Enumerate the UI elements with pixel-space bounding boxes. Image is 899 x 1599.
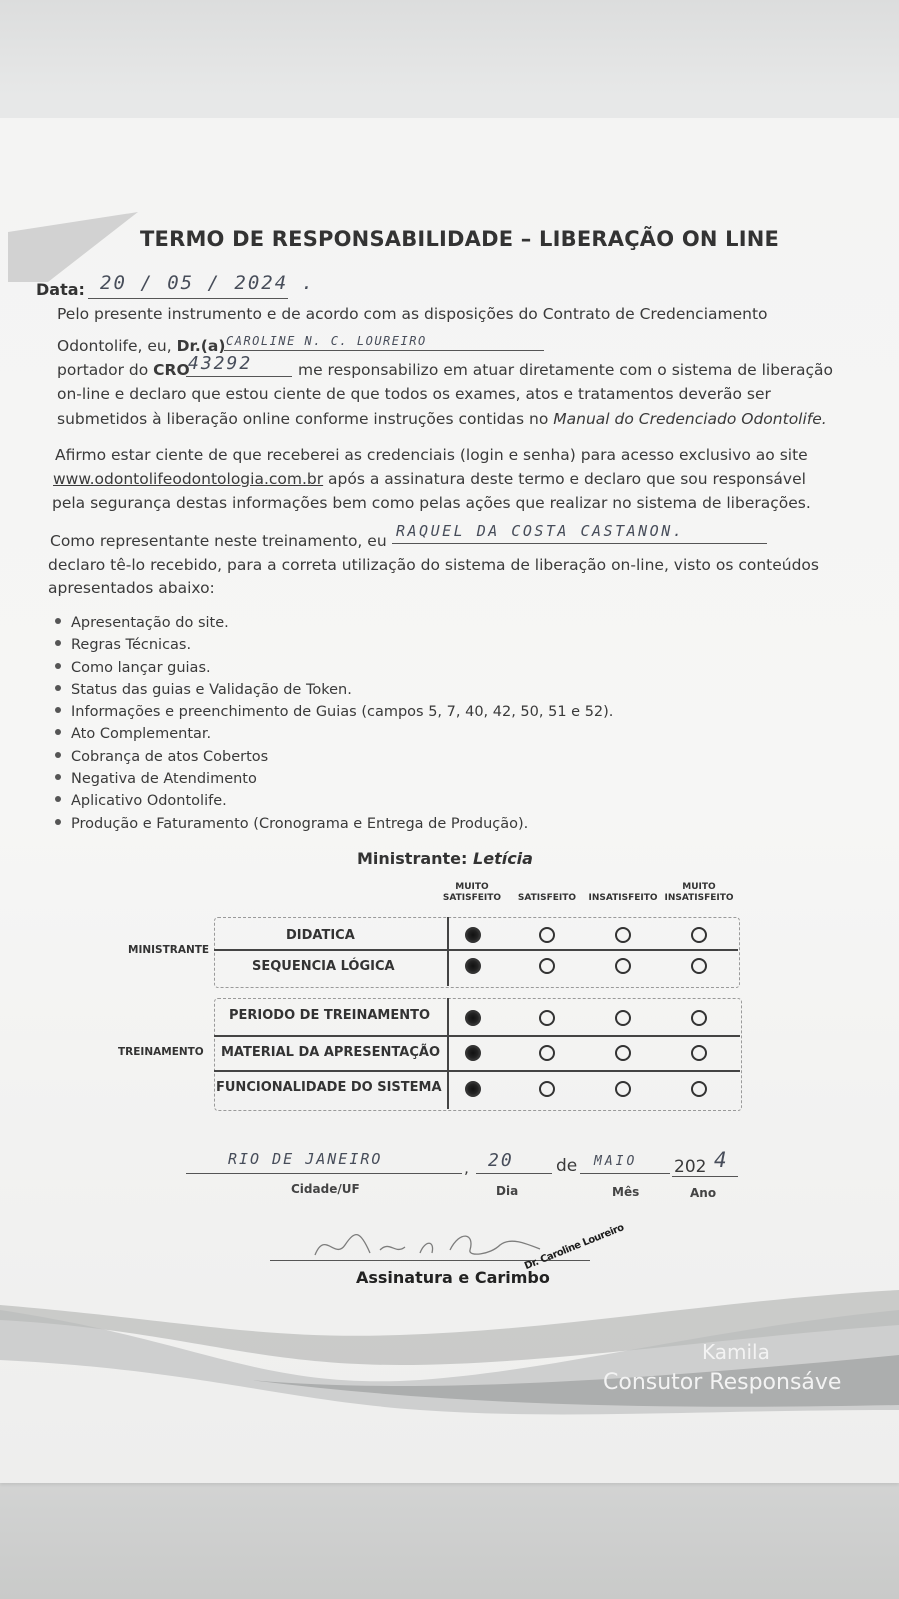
label-city: Cidade/UF <box>291 1182 360 1196</box>
para2-line1: Afirmo estar ciente de que receberei as credenciais (login e senha) para acesso exclusivo ao site <box>55 446 808 464</box>
manual-reference: Manual do Credenciado Odontolife. <box>553 410 827 428</box>
para1-line5 <box>57 407 827 431</box>
rating-radio[interactable] <box>691 1010 707 1026</box>
rating-radio[interactable] <box>465 958 481 974</box>
date-underline <box>88 298 288 299</box>
rating-radio[interactable] <box>465 927 481 943</box>
year-handwritten: 4 <box>714 1148 729 1172</box>
row-label-didatica: DIDATICA <box>286 928 355 943</box>
professional-stamp: Dr. Caroline Loureiro <box>523 1222 626 1273</box>
row-label-funcionalidade: FUNCIONALIDADE DO SISTEMA <box>216 1080 442 1095</box>
dr-name-handwritten: CAROLINE N. C. LOUREIRO <box>226 334 427 348</box>
rating-radio[interactable] <box>539 1081 555 1097</box>
para1-line3-suffix: me responsabilizo em atuar diretamente com o sistema de liberação <box>298 361 833 379</box>
signature-label: Assinatura e Carimbo <box>356 1268 550 1287</box>
row-divider <box>214 1035 740 1037</box>
row-label-sequencia: SEQUENCIA LÓGICA <box>252 959 395 974</box>
para1-line3-prefix <box>57 358 190 382</box>
rating-radio[interactable] <box>691 1081 707 1097</box>
year-underline <box>672 1176 738 1177</box>
dr-name-underline <box>224 350 544 351</box>
col-head-satisfeito: SATISFEITO <box>517 893 577 903</box>
para1-line4: on-line e declaro que estou ciente de que todos os exames, atos e tratamentos deverão ser <box>57 385 771 403</box>
para2-line2 <box>53 467 806 491</box>
para2-line2-suffix: após a assinatura deste termo e declaro que sou responsável <box>323 470 806 488</box>
column-divider <box>447 917 449 986</box>
day-handwritten: 20 <box>488 1150 514 1171</box>
portador-text: portador do <box>57 361 149 379</box>
representative-handwritten: RAQUEL DA COSTA CASTANON. <box>396 522 685 540</box>
rating-radio[interactable] <box>615 1045 631 1061</box>
rating-radio[interactable] <box>465 1010 481 1026</box>
comma: , <box>464 1159 469 1177</box>
label-month: Mês <box>612 1185 640 1199</box>
group-label-ministrante: MINISTRANTE <box>128 944 210 956</box>
rating-radio[interactable] <box>539 927 555 943</box>
date-label: Data: <box>36 280 85 299</box>
city-underline <box>186 1173 462 1174</box>
ministrante-prefix: Ministrante: <box>357 849 468 868</box>
document-title: TERMO DE RESPONSABILIDADE – LIBERAÇÃO ON LINE <box>140 227 780 251</box>
list-item: Como lançar guias. <box>55 657 613 679</box>
para3-line2: declaro tê-lo recebido, para a correta utilização do sistema de liberação on-line, visto os conteúdos <box>48 556 819 574</box>
topics-list <box>55 612 613 835</box>
row-label-periodo: PERIODO DE TREINAMENTO <box>229 1008 431 1023</box>
row-divider <box>214 949 738 951</box>
col-head-insatisfeito: INSATISFEITO <box>588 893 658 903</box>
date-handwritten: 20 / 05 / 2024 . <box>100 272 316 294</box>
rating-radio[interactable] <box>691 958 707 974</box>
label-year: Ano <box>690 1186 717 1200</box>
para3-line3: apresentados abaixo: <box>48 579 215 597</box>
rating-radio[interactable] <box>615 1010 631 1026</box>
cro-label: CRO <box>153 361 190 379</box>
rating-radio[interactable] <box>539 1045 555 1061</box>
col-head-muito-insatisfeito: MUITO INSATISFEITO <box>664 882 734 903</box>
rating-radio[interactable] <box>539 958 555 974</box>
rating-radio[interactable] <box>539 1010 555 1026</box>
representative-underline <box>392 543 767 544</box>
rating-radio[interactable] <box>465 1045 481 1061</box>
footer-consultant-role: Consutor Responsáve <box>603 1370 842 1395</box>
cro-underline <box>186 376 292 377</box>
list-item: Apresentação do site. <box>55 612 613 634</box>
list-item: Informações e preenchimento de Guias (campos 5, 7, 40, 42, 50, 51 e 52). <box>55 701 613 723</box>
list-item: Regras Técnicas. <box>55 634 613 656</box>
list-item: Aplicativo Odontolife. <box>55 790 613 812</box>
rating-radio[interactable] <box>615 927 631 943</box>
row-label-material: MATERIAL DA APRESENTAÇÃO <box>221 1045 441 1060</box>
para2-line3: pela segurança destas informações bem como pelas ações que realizar no sistema de liberações. <box>52 494 811 512</box>
year-printed: 202 <box>674 1157 707 1177</box>
footer-consultant-name: Kamila <box>702 1340 770 1364</box>
column-divider <box>447 998 449 1109</box>
list-item: Negativa de Atendimento <box>55 768 613 790</box>
site-link[interactable]: www.odontolifeodontologia.com.br <box>53 470 324 488</box>
day-underline <box>476 1173 552 1174</box>
rating-radio[interactable] <box>615 1081 631 1097</box>
city-handwritten: RIO DE JANEIRO <box>228 1150 383 1168</box>
row-divider <box>214 1070 740 1072</box>
rating-radio[interactable] <box>691 1045 707 1061</box>
ministrante-name: Letícia <box>473 849 533 868</box>
month-underline <box>580 1173 670 1174</box>
col-head-muito-satisfeito: MUITO SATISFEITO <box>442 882 502 903</box>
rating-radio[interactable] <box>465 1081 481 1097</box>
para1-line1: Pelo presente instrumento e de acordo com as disposições do Contrato de Credenciamento <box>57 305 768 323</box>
para1-line2-prefix: Odontolife, eu, <box>57 337 172 355</box>
list-item: Cobrança de atos Cobertos <box>55 746 613 768</box>
list-item: Produção e Faturamento (Cronograma e Entrega de Produção). <box>55 813 613 835</box>
de-text: de <box>556 1156 578 1176</box>
cro-handwritten: 43292 <box>188 353 253 374</box>
rating-radio[interactable] <box>615 958 631 974</box>
para3-line1-prefix: Como representante neste treinamento, eu <box>50 532 387 550</box>
list-item: Status das guias e Validação de Token. <box>55 679 613 701</box>
ministrante-title <box>357 849 533 868</box>
dr-label: Dr.(a) <box>176 337 226 355</box>
list-item: Ato Complementar. <box>55 723 613 745</box>
rating-radio[interactable] <box>691 927 707 943</box>
month-handwritten: MAIO <box>594 1154 638 1169</box>
signature-scribble <box>300 1225 560 1265</box>
para1-line5-prefix: submetidos à liberação online conforme instruções contidas no <box>57 410 549 428</box>
group-label-treinamento: TREINAMENTO <box>118 1046 204 1058</box>
label-day: Dia <box>496 1184 519 1198</box>
